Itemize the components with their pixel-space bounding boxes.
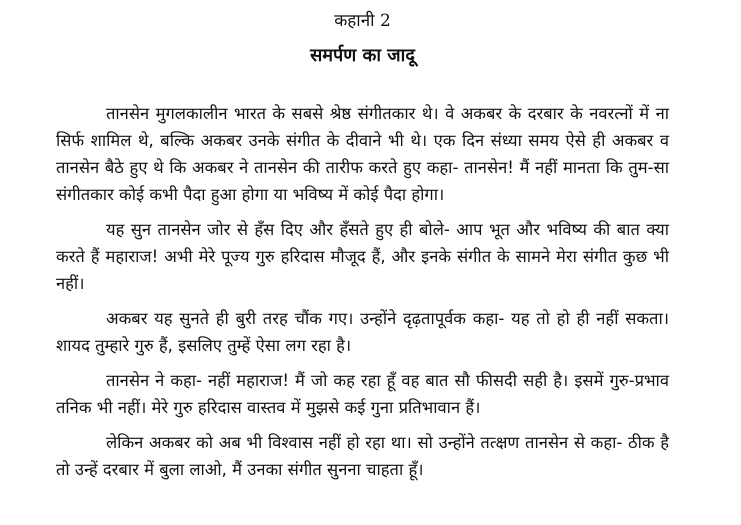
- paragraph-1: तानसेन मुगलकालीन भारत के सबसे श्रेष्ठ संगीतकार थे। वे अकबर के दरबार के नवरत्नों में ना सिर्फ शामिल थे, बल्कि अकबर उनके संगीत के दीवाने भी थे। एक दिन संध्या समय ऐसे ही अकबर व तानसेन बैठे हुए थे कि अकबर ने तानसेन की तारीफ करते हुए कहा- तानसेन! मैं नहीं मानता कि तुम-सा संगीतकार कोई कभी पैदा हुआ होगा या भविष्य में कोई पैदा होगा।: [56, 104, 669, 204]
- paragraph-3: अकबर यह सुनते ही बुरी तरह चौंक गए। उन्होंने दृढ़तापूर्वक कहा- यह तो हो ही नहीं सकता। शायद तुम्हारे गुरु हैं, इसलिए तुम्हें ऐसा लग रहा है।: [56, 309, 669, 355]
- story-body: [56, 100, 669, 483]
- paragraph-2: यह सुन तानसेन जोर से हँस दिए और हँसते हुए ही बोले- आप भूत और भविष्य की बात क्या करते हैं महाराज! अभी मेरे पूज्य गुरु हरिदास मौजूद हैं, और इनके संगीत के सामने मेरा संगीत कुछ भी नहीं।: [56, 220, 669, 293]
- story-title: समर्पण का जादू: [310, 45, 415, 66]
- paragraph-5: लेकिन अकबर को अब भी विश्वास नहीं हो रहा था। सो उन्होंने तत्क्षण तानसेन से कहा- ठीक है तो उन्हें दरबार में बुला लाओ, मैं उनका संगीत सुनना चाहता हूँ।: [56, 433, 669, 479]
- chapter-label: कहानी 2: [334, 11, 391, 31]
- paragraph-4: तानसेन ने कहा- नहीं महाराज! मैं जो कह रहा हूँ वह बात सौ फीसदी सही है। इसमें गुरु-प्रभाव तनिक भी नहीं। मेरे गुरु हरिदास वास्तव में मुझसे कई गुना प्रतिभावान हैं।: [56, 371, 669, 417]
